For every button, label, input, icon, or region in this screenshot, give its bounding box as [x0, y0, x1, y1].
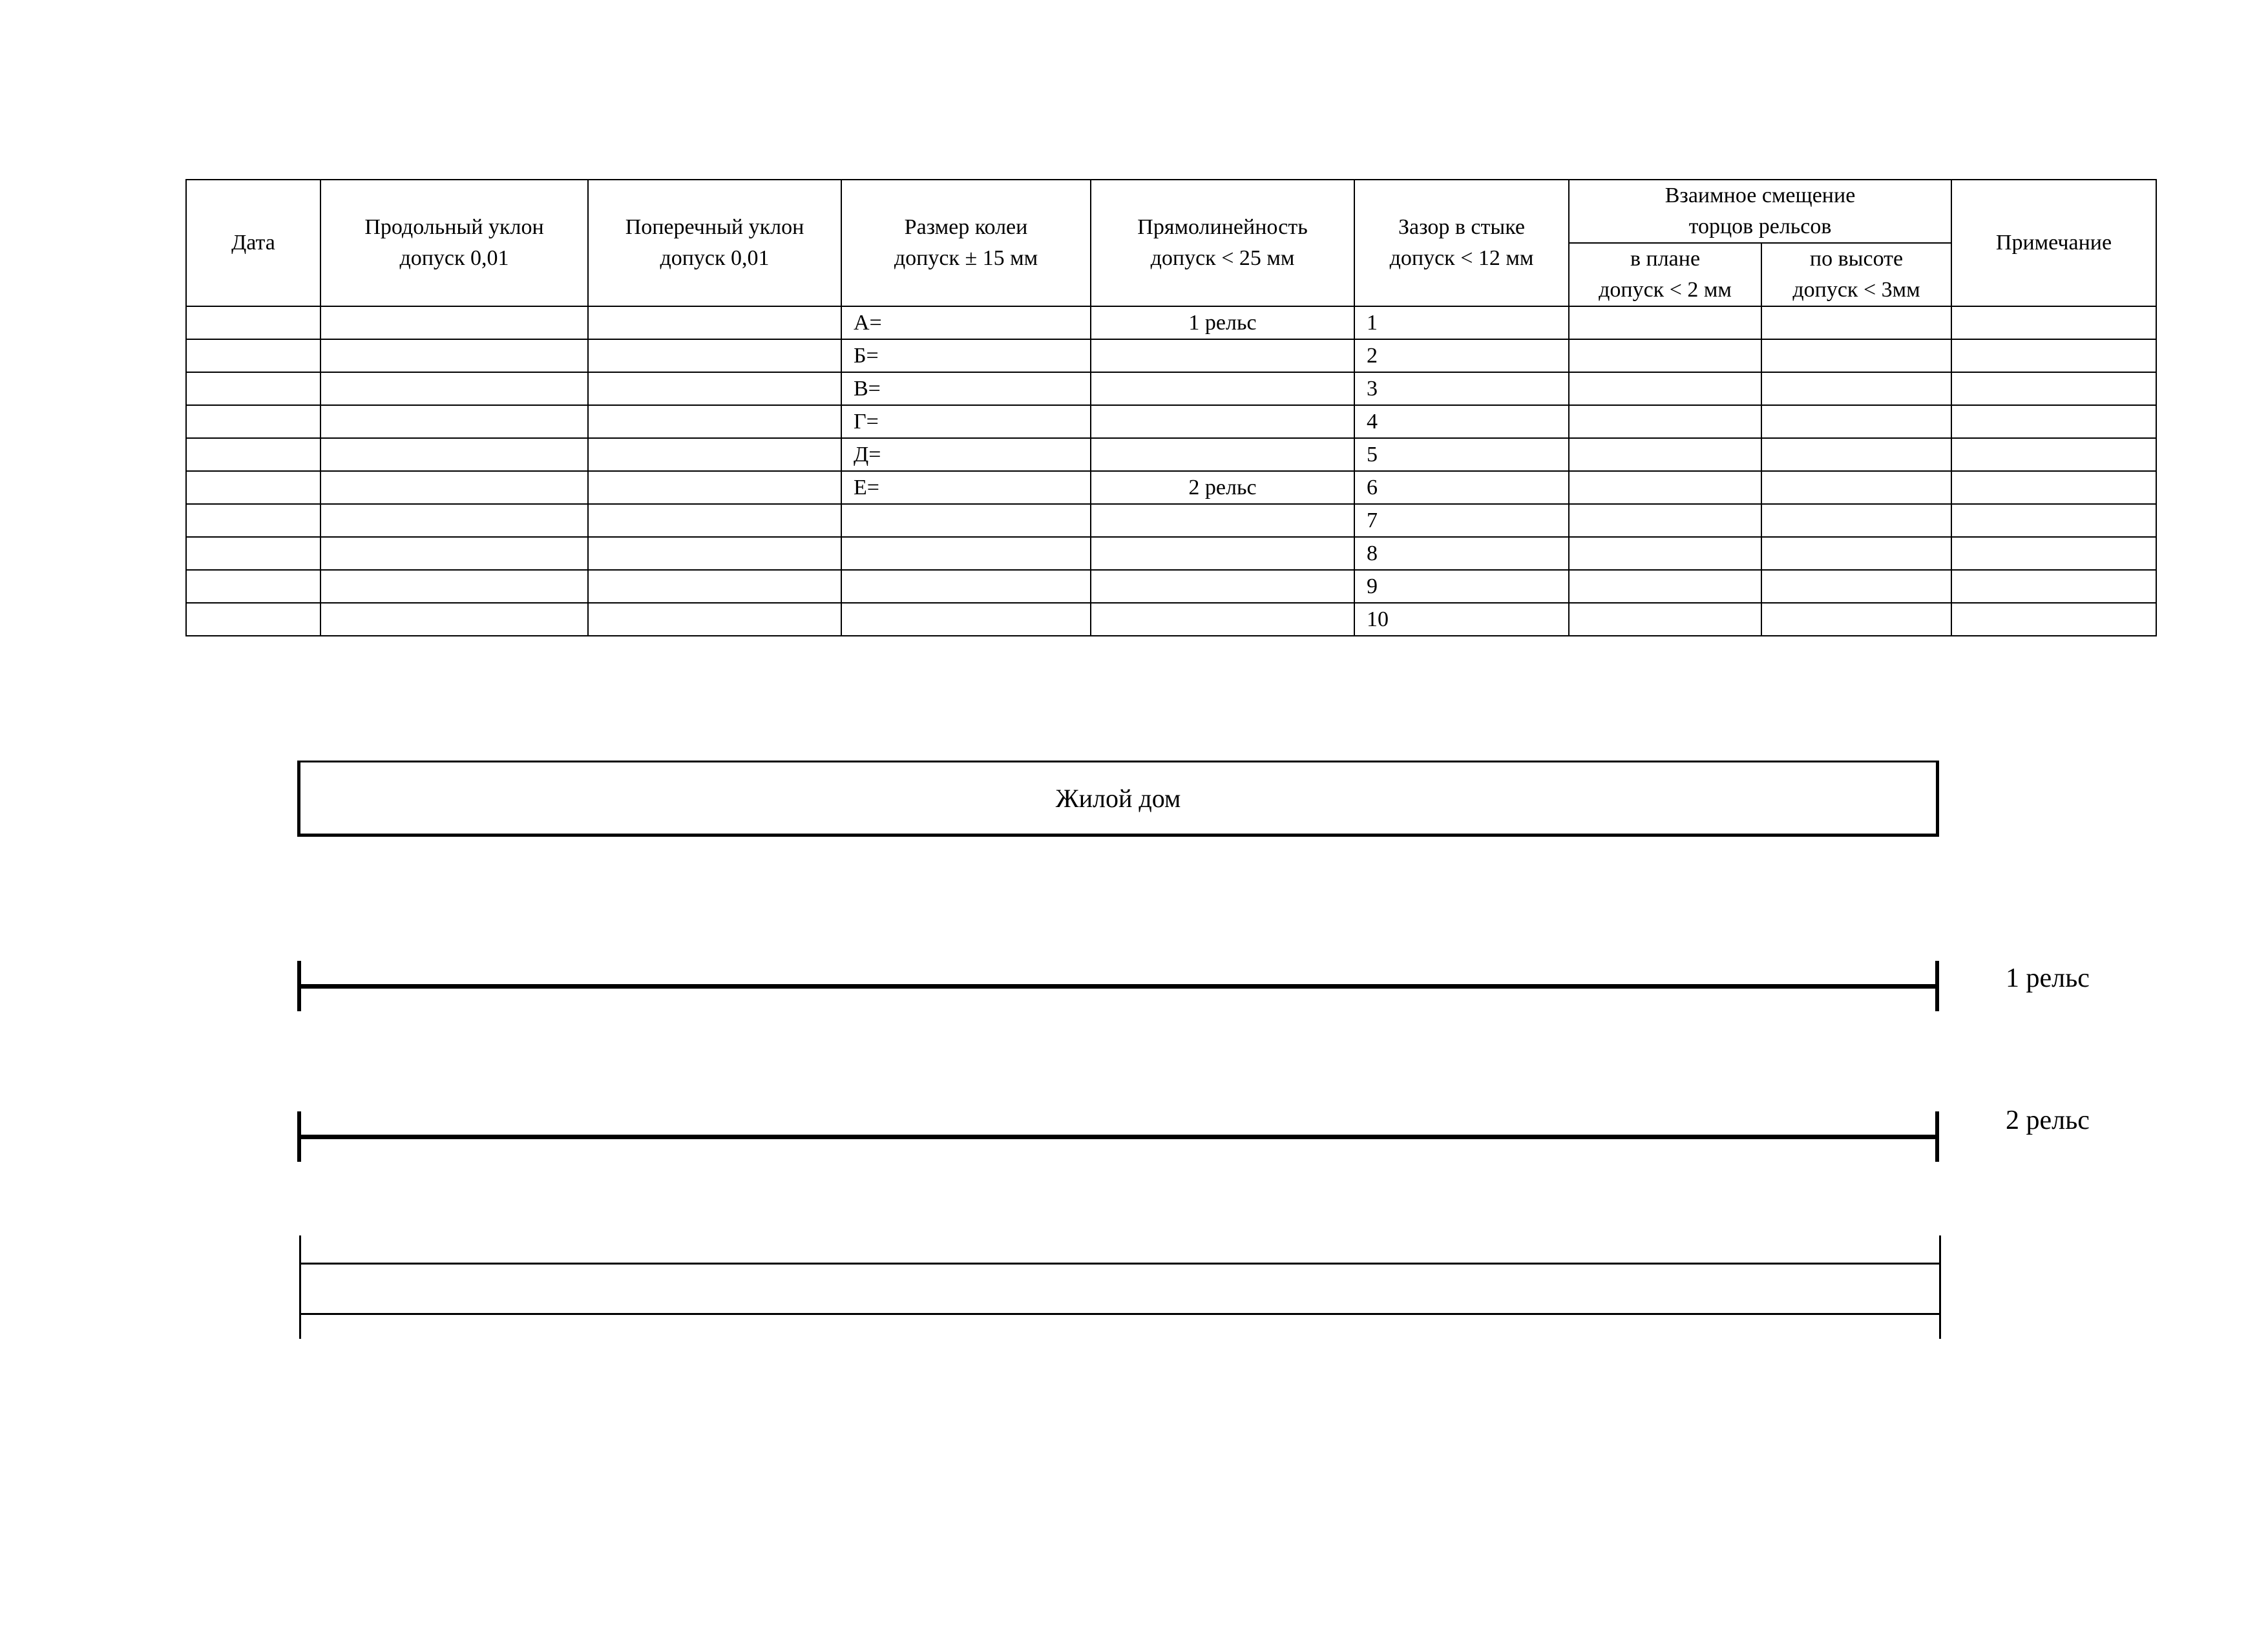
- cell-cross-slope: [588, 471, 841, 504]
- cell-offset-plan: [1569, 471, 1761, 504]
- header-track-gauge: Размер колеи допуск ± 15 мм: [841, 180, 1091, 306]
- cell-note: [1951, 405, 2156, 438]
- table-row: [186, 306, 2156, 339]
- cell-gap: 9: [1354, 570, 1569, 603]
- cell-gauge: [841, 570, 1091, 603]
- track-left-edge: [299, 1235, 301, 1339]
- cell-long-slope: [320, 339, 588, 372]
- cell-offset-height: [1761, 537, 1951, 570]
- table-row: [186, 405, 2156, 438]
- rail-1-end-tick: [1935, 961, 1939, 1011]
- track-right-edge: [1939, 1235, 1941, 1339]
- cell-cross-slope: [588, 504, 841, 537]
- cell-cross-slope: [588, 339, 841, 372]
- cell-gauge: [841, 504, 1091, 537]
- cell-gauge: А=: [841, 306, 1091, 339]
- header-date: Дата: [186, 180, 320, 306]
- cell-long-slope: [320, 372, 588, 405]
- cell-note: [1951, 570, 2156, 603]
- track-strip: [299, 1235, 1941, 1339]
- cell-gauge: Г=: [841, 405, 1091, 438]
- cell-long-slope: [320, 471, 588, 504]
- cell-offset-height: [1761, 603, 1951, 636]
- cell-offset-height: [1761, 570, 1951, 603]
- header-longitudinal-slope: Продольный уклон допуск 0,01: [320, 180, 588, 306]
- table-row: [186, 438, 2156, 471]
- cell-note: [1951, 471, 2156, 504]
- rail-2-line: [297, 1111, 1939, 1162]
- residential-building-box: [297, 761, 1939, 837]
- cell-offset-height: [1761, 405, 1951, 438]
- cell-gap: 1: [1354, 306, 1569, 339]
- cell-gap: 6: [1354, 471, 1569, 504]
- cell-straightness: [1091, 504, 1354, 537]
- cell-straightness: [1091, 603, 1354, 636]
- cell-straightness: [1091, 438, 1354, 471]
- cell-offset-height: [1761, 339, 1951, 372]
- cell-cross-slope: [588, 570, 841, 603]
- cell-gap: 8: [1354, 537, 1569, 570]
- header-straightness: Прямолинейность допуск < 25 мм: [1091, 180, 1354, 306]
- cell-note: [1951, 438, 2156, 471]
- cell-straightness: [1091, 570, 1354, 603]
- cell-gap: 2: [1354, 339, 1569, 372]
- cell-offset-plan: [1569, 537, 1761, 570]
- cell-offset-plan: [1569, 306, 1761, 339]
- cell-offset-height: [1761, 306, 1951, 339]
- header-joint-gap: Зазор в стыке допуск < 12 мм: [1354, 180, 1569, 306]
- cell-long-slope: [320, 306, 588, 339]
- cell-note: [1951, 537, 2156, 570]
- cell-gap: 7: [1354, 504, 1569, 537]
- cell-offset-plan: [1569, 438, 1761, 471]
- header-cross-slope: Поперечный уклон допуск 0,01: [588, 180, 841, 306]
- cell-offset-height: [1761, 471, 1951, 504]
- table-row: [186, 603, 2156, 636]
- cell-offset-height: [1761, 438, 1951, 471]
- cell-cross-slope: [588, 372, 841, 405]
- header-note: Примечание: [1951, 180, 2156, 306]
- cell-gauge: Б=: [841, 339, 1091, 372]
- cell-date: [186, 306, 320, 339]
- rail-1-label: 1 рельс: [2006, 963, 2090, 993]
- cell-date: [186, 570, 320, 603]
- header-offset-height: по высоте допуск < 3мм: [1761, 243, 1951, 306]
- cell-date: [186, 537, 320, 570]
- cell-offset-height: [1761, 372, 1951, 405]
- cell-long-slope: [320, 405, 588, 438]
- residential-building-label: Жилой дом: [1055, 783, 1181, 813]
- cell-note: [1951, 603, 2156, 636]
- cell-cross-slope: [588, 603, 841, 636]
- rail-2-label: 2 рельс: [2006, 1106, 2090, 1135]
- cell-cross-slope: [588, 306, 841, 339]
- cell-cross-slope: [588, 537, 841, 570]
- cell-gap: 10: [1354, 603, 1569, 636]
- cell-date: [186, 471, 320, 504]
- cell-date: [186, 504, 320, 537]
- cell-straightness: 2 рельс: [1091, 471, 1354, 504]
- cell-straightness: 1 рельс: [1091, 306, 1354, 339]
- cell-gauge: Е=: [841, 471, 1091, 504]
- table-row: [186, 570, 2156, 603]
- cell-cross-slope: [588, 438, 841, 471]
- cell-gauge: [841, 603, 1091, 636]
- table-row: [186, 372, 2156, 405]
- inspection-table: [185, 179, 2157, 636]
- rail-2-bar: [297, 1135, 1939, 1139]
- cell-date: [186, 339, 320, 372]
- cell-long-slope: [320, 603, 588, 636]
- cell-offset-height: [1761, 504, 1951, 537]
- table-row: [186, 504, 2156, 537]
- cell-gauge: [841, 537, 1091, 570]
- cell-date: [186, 372, 320, 405]
- cell-offset-plan: [1569, 570, 1761, 603]
- cell-long-slope: [320, 438, 588, 471]
- track-bottom-line: [299, 1313, 1941, 1315]
- cell-date: [186, 603, 320, 636]
- cell-note: [1951, 339, 2156, 372]
- cell-note: [1951, 504, 2156, 537]
- table-row: [186, 339, 2156, 372]
- cell-straightness: [1091, 405, 1354, 438]
- cell-cross-slope: [588, 405, 841, 438]
- cell-date: [186, 405, 320, 438]
- header-offset-plan: в плане допуск < 2 мм: [1569, 243, 1761, 306]
- rail-1-bar: [297, 984, 1939, 989]
- cell-note: [1951, 306, 2156, 339]
- cell-offset-plan: [1569, 339, 1761, 372]
- cell-long-slope: [320, 504, 588, 537]
- cell-gauge: Д=: [841, 438, 1091, 471]
- cell-gap: 5: [1354, 438, 1569, 471]
- track-top-line: [299, 1263, 1941, 1265]
- cell-date: [186, 438, 320, 471]
- table-row: [186, 471, 2156, 504]
- cell-offset-plan: [1569, 504, 1761, 537]
- cell-note: [1951, 372, 2156, 405]
- cell-long-slope: [320, 537, 588, 570]
- header-rail-end-offset: Взаимное смещение торцов рельсов: [1569, 180, 1951, 243]
- rail-1-line: [297, 961, 1939, 1011]
- rail-2-end-tick: [1935, 1111, 1939, 1162]
- cell-long-slope: [320, 570, 588, 603]
- cell-offset-plan: [1569, 603, 1761, 636]
- cell-gauge: В=: [841, 372, 1091, 405]
- cell-offset-plan: [1569, 405, 1761, 438]
- table-row: [186, 537, 2156, 570]
- cell-straightness: [1091, 372, 1354, 405]
- cell-straightness: [1091, 339, 1354, 372]
- cell-straightness: [1091, 537, 1354, 570]
- cell-gap: 4: [1354, 405, 1569, 438]
- cell-gap: 3: [1354, 372, 1569, 405]
- cell-offset-plan: [1569, 372, 1761, 405]
